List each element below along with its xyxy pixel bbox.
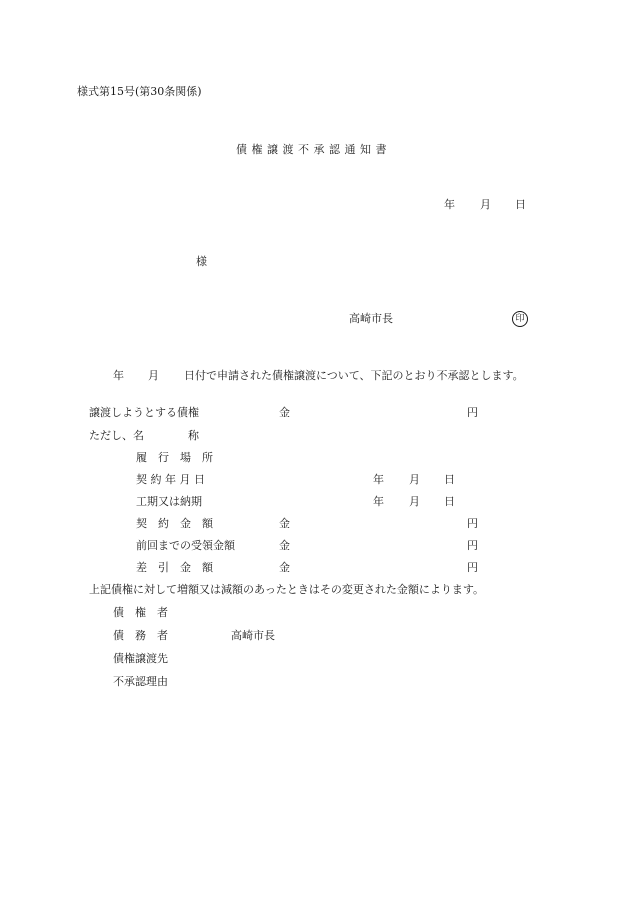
intro-text: 日付で申請された債権譲渡について、下記のとおり不承認とします。 bbox=[184, 369, 524, 382]
addressee-suffix: 様 bbox=[196, 255, 207, 268]
contract-amount-yen: 円 bbox=[467, 517, 478, 530]
contract-date-day: 日 bbox=[444, 473, 455, 486]
intro-year: 年 bbox=[113, 369, 124, 382]
debtor-label: 債 務 者 bbox=[113, 629, 168, 642]
transfer-claim-label: 譲渡しようとする債権 bbox=[89, 406, 199, 419]
date-year: 年 bbox=[444, 198, 455, 211]
intro-month: 月 bbox=[148, 369, 159, 382]
place-label: 履 行 場 所 bbox=[136, 451, 213, 464]
period-year: 年 bbox=[373, 495, 384, 508]
contract-date-year: 年 bbox=[373, 473, 384, 486]
balance-amount-kin: 金 bbox=[279, 561, 290, 574]
date-day: 日 bbox=[515, 198, 526, 211]
balance-amount-yen: 円 bbox=[467, 561, 478, 574]
seal-mark: 印 bbox=[512, 311, 528, 327]
period-day: 日 bbox=[444, 495, 455, 508]
amount-change-notice: 上記債権に対して増額又は減額のあったときはその変更された金額によります。 bbox=[89, 583, 485, 596]
transfer-claim-kin: 金 bbox=[279, 406, 290, 419]
period-label: 工期又は納期 bbox=[136, 495, 202, 508]
received-amount-yen: 円 bbox=[467, 539, 478, 552]
form-label: 様式第15号(第30条関係) bbox=[77, 85, 202, 98]
balance-amount-label: 差 引 金 額 bbox=[136, 561, 213, 574]
received-amount-kin: 金 bbox=[279, 539, 290, 552]
received-amount-label: 前回までの受領金額 bbox=[136, 539, 235, 552]
sender-name: 高崎市長 bbox=[349, 312, 393, 325]
contract-amount-label: 契 約 金 額 bbox=[136, 517, 213, 530]
note-name-label: ただし、名 称 bbox=[89, 429, 199, 442]
assignee-label: 債権譲渡先 bbox=[113, 652, 168, 665]
creditor-label: 債 権 者 bbox=[113, 606, 168, 619]
document-title: 債 権 譲 渡 不 承 認 通 知 書 bbox=[236, 143, 387, 156]
debtor-value: 高崎市長 bbox=[231, 629, 275, 642]
date-month: 月 bbox=[480, 198, 491, 211]
transfer-claim-yen: 円 bbox=[467, 406, 478, 419]
contract-date-month: 月 bbox=[409, 473, 420, 486]
rejection-reason-label: 不承認理由 bbox=[113, 675, 168, 688]
contract-amount-kin: 金 bbox=[279, 517, 290, 530]
contract-date-label: 契 約 年 月 日 bbox=[136, 473, 205, 486]
period-month: 月 bbox=[409, 495, 420, 508]
